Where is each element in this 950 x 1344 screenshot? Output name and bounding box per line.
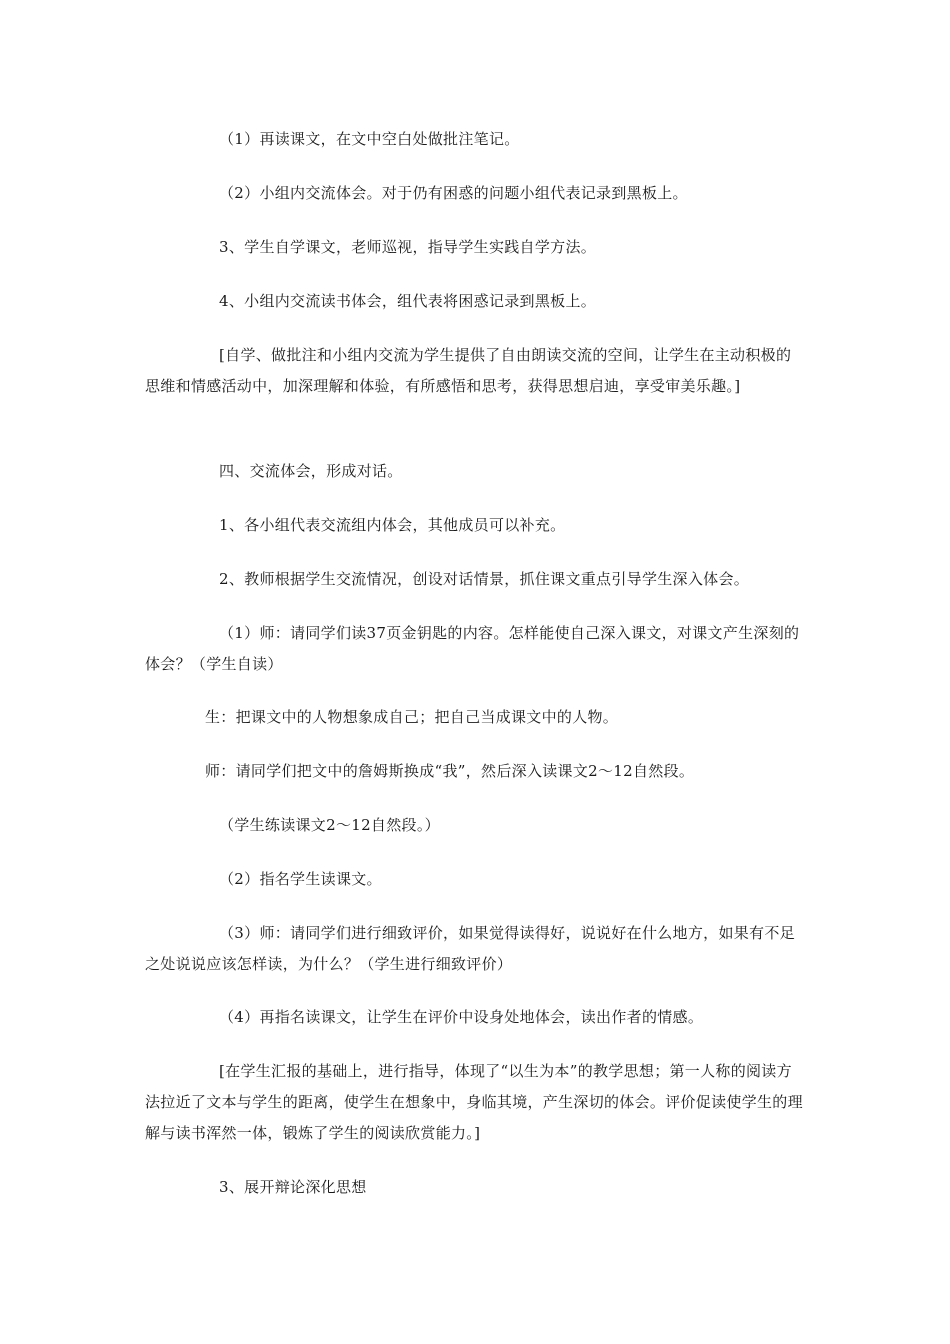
paragraph-reading-share: 4、小组内交流读书体会，组代表将困惑记录到黑板上。	[219, 292, 597, 310]
paragraph-student-answer: 生：把课文中的人物想象成自己；把自己当成课文中的人物。	[205, 708, 619, 726]
paragraph-group-reports: 1、各小组代表交流组内体会，其他成员可以补充。	[219, 516, 566, 534]
paragraph-read-again: （4）再指名读课文，让学生在评价中设身处地体会，读出作者的情感。	[219, 1008, 704, 1026]
paragraph-detailed-evaluation: （3）师：请同学们进行细致评价，如果觉得读得好，说说好在什么地方，如果有不足之处说说应该怎样读，为什么？（学生进行细致评价）	[145, 924, 795, 973]
paragraph-student-practice: （学生练读课文2～12自然段。）	[219, 816, 440, 834]
paragraph-comment-student-centered: [在学生汇报的基础上，进行指导，体现了“以生为本”的教学思想；第一人称的阅读方法拉近了文本与学生的距离，使学生在想象中，身临其境，产生深切的体会。评价促读使学生的理解与读书浑然一体，锻炼了学生的阅读欣赏能力。]	[145, 1062, 803, 1142]
paragraph-debate-heading: 3、展开辩论深化思想	[219, 1178, 367, 1196]
paragraph-teacher-instruction: 师：请同学们把文中的詹姆斯换成“我”，然后深入读课文2～12自然段。	[205, 762, 695, 780]
section-heading-four: 四、交流体会，形成对话。	[219, 462, 403, 480]
paragraph-group-exchange: （2）小组内交流体会。对于仍有困惑的问题小组代表记录到黑板上。	[219, 184, 688, 202]
paragraph-reread-annotate: （1）再读课文，在文中空白处做批注笔记。	[219, 130, 520, 148]
paragraph-comment-self-study: [自学、做批注和小组内交流为学生提供了自由朗读交流的空间，让学生在主动积极的思维和情感活动中，加深理解和体验，有所感悟和思考，获得思想启迪，享受审美乐趣。]	[145, 346, 792, 395]
paragraph-self-study: 3、学生自学课文，老师巡视，指导学生实践自学方法。	[219, 238, 597, 256]
paragraph-teacher-dialogue: 2、教师根据学生交流情况，创设对话情景，抓住课文重点引导学生深入体会。	[219, 570, 750, 588]
paragraph-golden-key: （1）师：请同学们读37页金钥匙的内容。怎样能使自己深入课文，对课文产生深刻的体会？（学生自读）	[145, 624, 800, 673]
paragraph-named-reading: （2）指名学生读课文。	[219, 870, 382, 888]
